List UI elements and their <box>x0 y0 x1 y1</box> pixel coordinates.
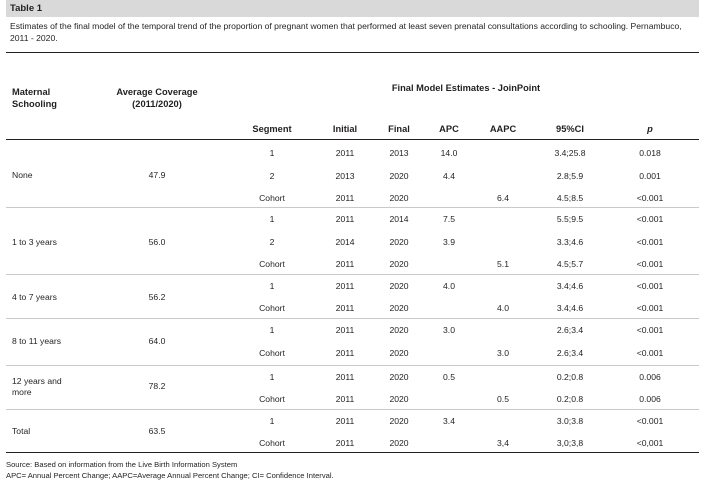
coverage-value: 47.9 <box>148 170 166 180</box>
cell-aapc: 6.4 <box>497 193 509 203</box>
table-caption: Estimates of the final model of the temporal trend of the proportion of pregnant women that performed at least seven prenatal consultations according to schooling. Pernambuco, 2011 - 2020. <box>10 21 682 43</box>
cell-aapc: 3,4 <box>497 438 509 448</box>
cell-segment: Cohort <box>259 193 285 203</box>
cell-initial: 2011 <box>335 148 355 158</box>
cell-initial: 2011 <box>335 214 355 224</box>
cell-final: 2020 <box>389 281 409 291</box>
cell-initial: 2011 <box>335 372 355 382</box>
cell-p: <0.001 <box>636 348 664 358</box>
cell-apc: 14.0 <box>440 148 458 158</box>
cell-ci: 2.6;3.4 <box>556 348 584 358</box>
header-aapc: AAPC <box>489 124 517 134</box>
cell-segment: 2 <box>269 171 275 181</box>
cell-p: <0.001 <box>636 259 664 269</box>
coverage-value: 56.0 <box>148 237 166 247</box>
cell-ci: 2.6;3.4 <box>556 325 584 335</box>
cell-p: <0.001 <box>636 193 664 203</box>
footnote-source: Source: Based on information from the Live Birth Information System <box>6 460 238 469</box>
cell-segment: 1 <box>269 372 275 382</box>
cell-p: <0.001 <box>636 303 664 313</box>
cell-initial: 2011 <box>335 438 355 448</box>
cell-segment: 1 <box>269 416 275 426</box>
cell-segment: 1 <box>269 325 275 335</box>
group-separator <box>6 274 699 275</box>
header-segment: Segment <box>252 124 292 134</box>
cell-segment: Cohort <box>259 303 285 313</box>
cell-p: <0.001 <box>636 281 664 291</box>
table-title-bar <box>6 0 699 17</box>
cell-p: 0.001 <box>639 171 661 181</box>
cell-apc: 3.9 <box>443 237 455 247</box>
footnote-abbreviations: APC= Annual Percent Change; AAPC=Average Annual Percent Change; CI= Confidence Interval. <box>6 471 334 480</box>
schooling-label: 12 years and <box>12 376 62 386</box>
cell-initial: 2011 <box>335 348 355 358</box>
header-rule <box>6 139 699 140</box>
cell-apc: 7.5 <box>443 214 455 224</box>
cell-initial: 2011 <box>335 394 355 404</box>
cell-initial: 2014 <box>335 237 355 247</box>
header-p: p <box>647 124 653 134</box>
header-coverage-line1: Average Coverage <box>116 87 198 97</box>
header-ci: 95%CI <box>556 124 584 134</box>
group-separator <box>6 318 699 319</box>
header-group-joinpoint: Final Model Estimates - JoinPoint <box>391 83 541 93</box>
cell-p: <0.001 <box>636 237 664 247</box>
cell-ci: 0.2;0.8 <box>556 372 584 382</box>
schooling-label: more <box>12 387 32 397</box>
cell-p: 0.006 <box>639 394 661 404</box>
cell-segment: Cohort <box>259 259 285 269</box>
cell-initial: 2013 <box>335 171 355 181</box>
cell-initial: 2011 <box>335 303 355 313</box>
group-separator <box>6 207 699 208</box>
header-schooling-line2: Schooling <box>12 99 57 109</box>
cell-p: 0.006 <box>639 372 661 382</box>
cell-segment: Cohort <box>259 348 285 358</box>
group-separator <box>6 365 699 366</box>
schooling-label: 8 to 11 years <box>12 336 62 346</box>
cell-ci: 3.3;4.6 <box>556 237 584 247</box>
cell-apc: 3.4 <box>443 416 455 426</box>
cell-ci: 0.2;0.8 <box>556 394 584 404</box>
cell-ci: 3.4;4.6 <box>556 281 584 291</box>
cell-segment: 2 <box>269 237 275 247</box>
cell-ci: 4.5;5.7 <box>556 259 584 269</box>
cell-initial: 2011 <box>335 259 355 269</box>
cell-segment: 1 <box>269 214 275 224</box>
coverage-value: 64.0 <box>148 336 166 346</box>
header-schooling-line1: Maternal <box>12 87 51 97</box>
cell-p: <0.001 <box>636 214 664 224</box>
cell-apc: 4.4 <box>443 171 455 181</box>
schooling-label: 1 to 3 years <box>12 237 57 247</box>
cell-final: 2020 <box>389 348 409 358</box>
table-label: Table 1 <box>10 3 43 14</box>
group-separator <box>6 409 699 410</box>
cell-ci: 2.8;5.9 <box>556 171 584 181</box>
coverage-value: 63.5 <box>148 426 166 436</box>
coverage-value: 56.2 <box>148 292 166 302</box>
cell-final: 2020 <box>389 438 409 448</box>
cell-segment: Cohort <box>259 438 285 448</box>
cell-p: <0.001 <box>636 325 664 335</box>
cell-final: 2020 <box>389 416 409 426</box>
cell-aapc: 3.0 <box>497 348 509 358</box>
header-coverage-line2: (2011/2020) <box>132 99 182 109</box>
cell-initial: 2011 <box>335 281 355 291</box>
cell-ci: 4.5;8.5 <box>556 193 584 203</box>
cell-initial: 2011 <box>335 325 355 335</box>
cell-initial: 2011 <box>335 193 355 203</box>
cell-final: 2020 <box>389 303 409 313</box>
schooling-label: None <box>12 170 33 180</box>
coverage-value: 78.2 <box>148 381 166 391</box>
cell-p: <0.001 <box>636 416 664 426</box>
cell-final: 2020 <box>389 394 409 404</box>
cell-final: 2014 <box>389 214 409 224</box>
bottom-rule <box>6 452 699 453</box>
cell-final: 2013 <box>389 148 409 158</box>
cell-p: <0,001 <box>636 438 664 448</box>
cell-aapc: 0.5 <box>497 394 509 404</box>
cell-apc: 4.0 <box>443 281 455 291</box>
cell-aapc: 4.0 <box>497 303 509 313</box>
header-apc: APC <box>439 124 459 134</box>
header-final: Final <box>388 124 410 134</box>
cell-final: 2020 <box>389 193 409 203</box>
cell-final: 2020 <box>389 237 409 247</box>
schooling-label: Total <box>12 426 31 436</box>
top-rule <box>6 52 699 53</box>
header-initial: Initial <box>332 124 358 134</box>
cell-segment: 1 <box>269 148 275 158</box>
cell-apc: 3.0 <box>443 325 455 335</box>
cell-ci: 3.0;3.8 <box>556 416 584 426</box>
cell-final: 2020 <box>389 325 409 335</box>
cell-ci: 3.4;25.8 <box>554 148 586 158</box>
cell-ci: 3.4;4.6 <box>556 303 584 313</box>
cell-apc: 0.5 <box>443 372 455 382</box>
cell-final: 2020 <box>389 372 409 382</box>
cell-segment: 1 <box>269 281 275 291</box>
cell-segment: Cohort <box>259 394 285 404</box>
cell-ci: 5.5;9.5 <box>556 214 584 224</box>
cell-ci: 3,0;3,8 <box>556 438 584 448</box>
schooling-label: 4 to 7 years <box>12 292 57 302</box>
cell-initial: 2011 <box>335 416 355 426</box>
cell-aapc: 5.1 <box>497 259 509 269</box>
cell-final: 2020 <box>389 171 409 181</box>
cell-p: 0.018 <box>639 148 661 158</box>
cell-final: 2020 <box>389 259 409 269</box>
